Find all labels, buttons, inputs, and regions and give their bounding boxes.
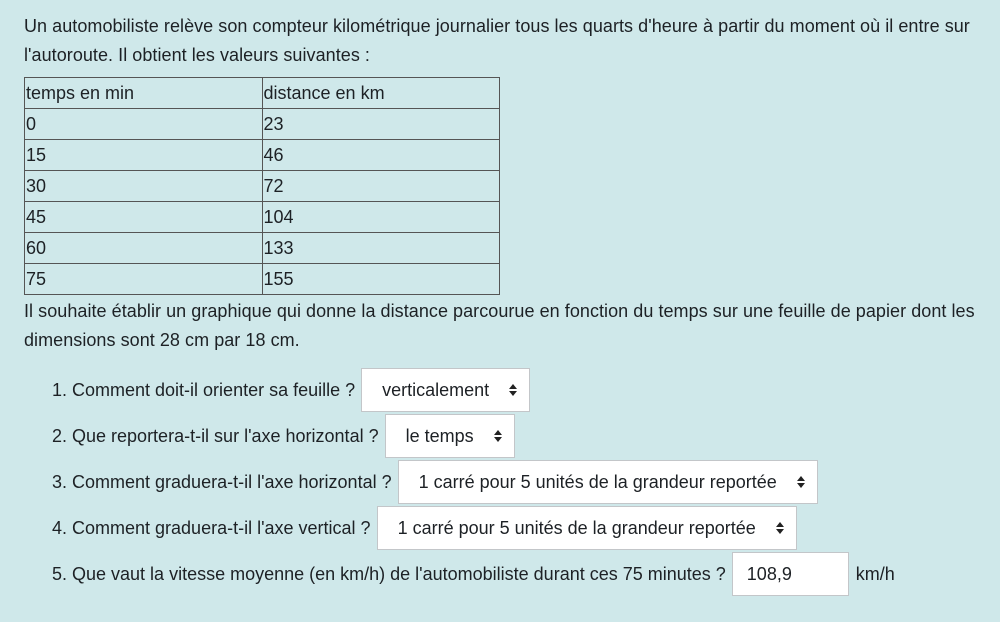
question-3 [52,459,984,505]
question-text: 1. Comment doit-il orienter sa feuille ? [52,379,356,400]
header-cell: temps en min [25,78,263,109]
horizontal-axis-select[interactable] [385,414,515,458]
table-row [25,264,500,295]
question-text: 3. Comment graduera-t-il l'axe horizontal ? [52,471,392,492]
select-value: le temps [405,425,474,446]
table-row [25,140,500,171]
questions-list [52,367,984,597]
select-value: verticalement [382,379,490,400]
table-cell: 133 [262,233,500,264]
question-text: 5. Que vaut la vitesse moyenne (en km/h) de l'automobiliste durant ces 75 minutes ? [52,563,726,584]
table-cell: 0 [25,109,263,140]
table-cell: 60 [25,233,263,264]
header-cell: distance en km [262,78,500,109]
table-cell: 75 [25,264,263,295]
table-cell: 45 [25,202,263,233]
select-value: 1 carré pour 5 unités de la grandeur reportée [397,517,756,538]
select-arrows-icon [776,522,784,534]
table-row [25,109,500,140]
select-value: 1 carré pour 5 unités de la grandeur reportée [418,471,777,492]
speed-input[interactable]: 108,9 [732,552,849,596]
table-cell: 46 [262,140,500,171]
unit-label: km/h [855,563,895,584]
question-text: 2. Que reportera-t-il sur l'axe horizontal ? [52,425,379,446]
question-2 [52,413,984,459]
table-cell: 104 [262,202,500,233]
horizontal-scale-select[interactable] [398,460,818,504]
table-cell: 155 [262,264,500,295]
table-cell: 30 [25,171,263,202]
paragraph-text: Il souhaite établir un graphique qui donne la distance parcourue en fonction du temps sur une feuille de papier dont les dimensions sont 28 cm par 18 cm. [24,301,975,350]
table-cell: 72 [262,171,500,202]
select-arrows-icon [797,476,805,488]
data-table [24,77,500,295]
vertical-scale-select[interactable] [377,506,797,550]
select-arrows-icon [509,384,517,396]
table-row [25,171,500,202]
table-cell: 23 [262,109,500,140]
question-container [24,12,984,597]
question-1 [52,367,984,413]
orientation-select[interactable] [361,368,530,412]
question-text: 4. Comment graduera-t-il l'axe vertical ? [52,517,371,538]
question-5 [52,551,984,597]
table-cell: 15 [25,140,263,171]
table-row [25,202,500,233]
intro-text: Un automobiliste relève son compteur kilométrique journalier tous les quarts d'heure à partir du moment où il entre sur l'autoroute. Il obtient les valeurs suivantes : [24,16,970,65]
table-header-row [25,78,500,109]
table-row [25,233,500,264]
question-4 [52,505,984,551]
select-arrows-icon [494,430,502,442]
